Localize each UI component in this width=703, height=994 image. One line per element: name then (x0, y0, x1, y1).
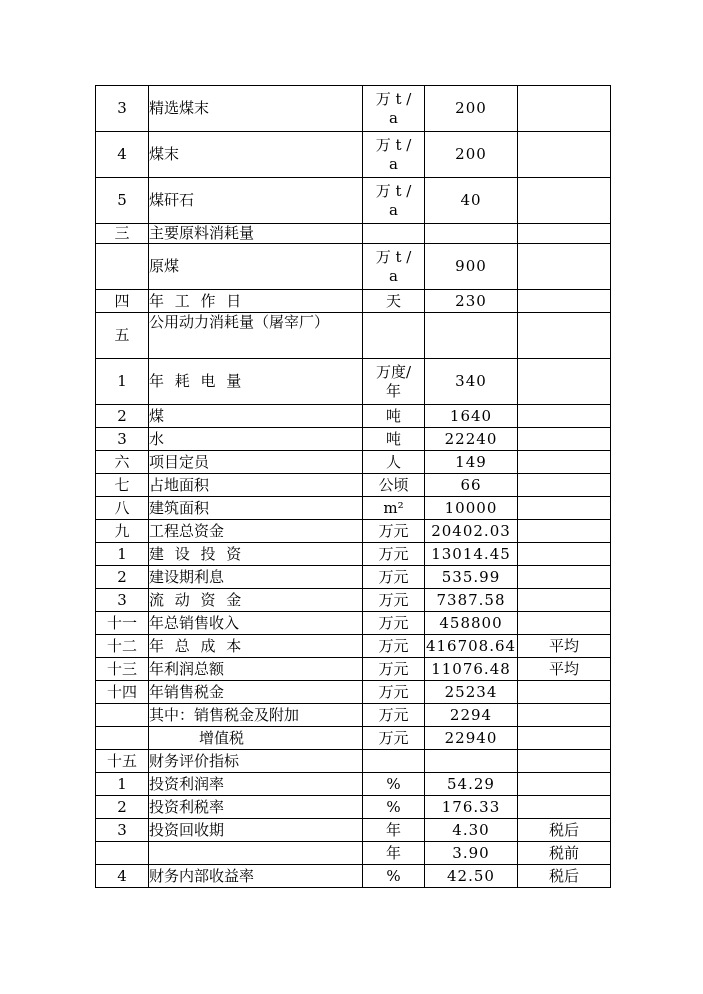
row-number-text: 2 (117, 797, 127, 816)
row-number-text: 1 (117, 372, 127, 390)
row-value-text: 458800 (439, 613, 503, 632)
row-unit (363, 727, 425, 750)
row-note (518, 290, 611, 313)
row-value (425, 704, 518, 727)
row-number-text: 七 (114, 475, 130, 494)
row-number-text: 3 (117, 590, 127, 609)
row-note (518, 865, 611, 888)
row-value-text: 176.33 (441, 797, 501, 816)
row-item-name (149, 658, 363, 681)
row-unit-text: 万元 (378, 544, 409, 563)
row-number-text: 1 (117, 774, 127, 793)
row-number (96, 589, 149, 612)
row-number-text: 九 (114, 521, 130, 540)
row-unit-text: 万度/ 年 (375, 362, 412, 400)
table-row (96, 132, 611, 178)
row-unit-text: % (386, 797, 401, 816)
row-note (518, 635, 611, 658)
row-number-text: 五 (114, 326, 130, 344)
row-item-name (149, 842, 363, 865)
row-item-name-text: 年总销售收入 (149, 613, 240, 632)
row-note (518, 750, 611, 773)
row-value (425, 497, 518, 520)
row-item-name-text: 年 耗 电 量 (149, 372, 245, 390)
row-item-name-text: 财务内部收益率 (149, 866, 255, 885)
row-number (96, 658, 149, 681)
row-item-name-text: 项目定员 (149, 452, 210, 471)
row-value-text: 25234 (444, 682, 498, 701)
row-value (425, 132, 518, 178)
row-item-name (149, 727, 363, 750)
row-value-text: 40 (460, 191, 482, 209)
row-note-text: 税前 (548, 843, 579, 862)
table-row (96, 405, 611, 428)
table-row (96, 819, 611, 842)
row-item-name (149, 612, 363, 635)
row-value (425, 635, 518, 658)
row-unit-text: 万 t / a (375, 247, 412, 285)
row-number (96, 405, 149, 428)
row-item-name (149, 704, 363, 727)
row-item-name (149, 132, 363, 178)
row-item-name-text: 流 动 资 金 (149, 590, 245, 609)
row-value-text: 149 (455, 452, 487, 471)
table-row (96, 658, 611, 681)
row-value (425, 224, 518, 244)
row-item-name-text: 增值税 (199, 728, 245, 747)
row-number (96, 86, 149, 132)
row-item-name (149, 543, 363, 566)
row-note (518, 244, 611, 290)
row-note (518, 178, 611, 224)
row-number (96, 224, 149, 244)
table-row (96, 474, 611, 497)
row-item-name-text: 投资回收期 (149, 820, 225, 839)
row-number-text: 八 (114, 498, 130, 517)
row-unit-text: 万元 (378, 636, 409, 655)
row-number (96, 750, 149, 773)
row-note (518, 224, 611, 244)
row-unit (363, 704, 425, 727)
row-unit-text: 万元 (378, 705, 409, 724)
row-value (425, 842, 518, 865)
row-item-name (149, 474, 363, 497)
row-value-text: 2294 (449, 705, 493, 724)
row-unit-text: % (386, 866, 401, 885)
row-item-name (149, 865, 363, 888)
row-number (96, 566, 149, 589)
table-row (96, 178, 611, 224)
indicator-table (95, 85, 611, 888)
row-value-text: 7387.58 (436, 590, 506, 609)
row-number (96, 704, 149, 727)
row-unit (363, 750, 425, 773)
row-unit (363, 658, 425, 681)
row-item-name-text: 原煤 (149, 257, 180, 275)
row-number-text: 3 (117, 99, 127, 117)
row-item-name (149, 819, 363, 842)
row-note (518, 658, 611, 681)
row-value (425, 244, 518, 290)
row-note (518, 313, 611, 359)
row-value-text: 22940 (444, 728, 498, 747)
row-value-text: 230 (455, 291, 487, 310)
row-item-name-text: 其中：销售税金及附加 (149, 705, 300, 724)
row-note (518, 474, 611, 497)
row-item-name-text: 公用动力消耗量（屠宰厂） (149, 313, 330, 331)
row-item-name (149, 313, 363, 359)
row-unit-text: 万元 (378, 521, 409, 540)
row-value (425, 658, 518, 681)
row-value (425, 566, 518, 589)
row-value (425, 773, 518, 796)
row-item-name-text: 煤矸石 (149, 191, 195, 209)
row-item-name (149, 405, 363, 428)
row-value (425, 520, 518, 543)
row-unit (363, 773, 425, 796)
row-value (425, 750, 518, 773)
table-row (96, 244, 611, 290)
row-item-name-text: 年利润总额 (149, 659, 225, 678)
row-item-name (149, 290, 363, 313)
row-number (96, 819, 149, 842)
row-unit (363, 543, 425, 566)
row-number-text: 十一 (106, 613, 137, 632)
row-unit-text: 年 (385, 820, 401, 839)
row-value (425, 451, 518, 474)
row-unit-text: 万 t / a (375, 89, 412, 127)
row-number (96, 520, 149, 543)
row-value-text: 200 (455, 145, 487, 163)
row-unit-text: 吨 (385, 406, 401, 425)
row-number (96, 290, 149, 313)
table-row (96, 428, 611, 451)
table-row (96, 750, 611, 773)
row-value-text: 22240 (444, 429, 498, 448)
row-item-name-text: 精选煤末 (149, 99, 210, 117)
row-number (96, 428, 149, 451)
row-item-name-text: 财务评价指标 (149, 751, 240, 770)
row-value (425, 290, 518, 313)
row-value-text: 900 (455, 257, 487, 275)
table-row (96, 842, 611, 865)
row-note (518, 727, 611, 750)
row-unit-text: m² (383, 498, 404, 517)
row-unit (363, 819, 425, 842)
row-value (425, 796, 518, 819)
row-value (425, 819, 518, 842)
row-value (425, 865, 518, 888)
row-value-text: 42.50 (447, 866, 495, 885)
row-number-text: 3 (117, 820, 127, 839)
row-note-text: 平均 (548, 636, 579, 655)
row-item-name (149, 750, 363, 773)
row-unit (363, 405, 425, 428)
row-item-name-text: 占地面积 (149, 475, 210, 494)
row-item-name-text: 建 设 投 资 (149, 544, 245, 563)
row-note (518, 842, 611, 865)
row-unit (363, 474, 425, 497)
row-item-name (149, 359, 363, 405)
row-value-text: 20402.03 (431, 521, 511, 540)
row-note (518, 796, 611, 819)
row-note (518, 497, 611, 520)
row-value (425, 178, 518, 224)
row-unit (363, 451, 425, 474)
row-unit-text: 人 (385, 452, 401, 471)
row-note-text: 税后 (548, 820, 579, 839)
table-row (96, 589, 611, 612)
row-note (518, 132, 611, 178)
row-number-text: 5 (117, 191, 127, 209)
row-number (96, 497, 149, 520)
row-number-text: 十四 (106, 682, 137, 701)
row-unit-text: 年 (385, 843, 401, 862)
row-item-name-text: 年 工 作 日 (149, 291, 245, 310)
row-item-name (149, 428, 363, 451)
row-unit-text: 万元 (378, 590, 409, 609)
row-number (96, 865, 149, 888)
row-value (425, 727, 518, 750)
row-unit (363, 290, 425, 313)
row-item-name-text: 年销售税金 (149, 682, 225, 701)
row-value-text: 1640 (449, 406, 493, 425)
row-value-text: 13014.45 (431, 544, 511, 563)
row-item-name (149, 86, 363, 132)
row-unit-text: 万元 (378, 728, 409, 747)
row-item-name (149, 566, 363, 589)
row-item-name (149, 773, 363, 796)
row-item-name-text: 投资利润率 (149, 774, 225, 793)
row-value (425, 474, 518, 497)
row-unit-text: 公顷 (378, 475, 409, 494)
row-unit (363, 313, 425, 359)
row-number (96, 178, 149, 224)
row-note (518, 566, 611, 589)
table-row (96, 796, 611, 819)
row-number-text: 四 (114, 291, 130, 310)
row-unit (363, 612, 425, 635)
row-unit (363, 796, 425, 819)
row-note (518, 773, 611, 796)
row-value-text: 3.90 (452, 843, 490, 862)
row-unit-text: 天 (385, 291, 401, 310)
row-value-text: 10000 (444, 498, 498, 517)
indicator-table-body (96, 86, 611, 888)
row-value (425, 612, 518, 635)
row-number-text: 六 (114, 452, 130, 471)
row-note (518, 589, 611, 612)
row-value (425, 589, 518, 612)
row-unit (363, 428, 425, 451)
row-number-text: 2 (117, 406, 127, 425)
row-number (96, 451, 149, 474)
table-row (96, 520, 611, 543)
row-unit (363, 635, 425, 658)
table-row (96, 451, 611, 474)
table-row (96, 313, 611, 359)
row-note (518, 428, 611, 451)
row-number-text: 4 (117, 866, 127, 885)
table-row (96, 727, 611, 750)
row-item-name (149, 635, 363, 658)
row-item-name (149, 244, 363, 290)
row-number-text: 3 (117, 429, 127, 448)
row-item-name-text: 建设期利息 (149, 567, 225, 586)
row-unit (363, 842, 425, 865)
row-number-text: 4 (117, 145, 127, 163)
row-number-text: 1 (117, 544, 127, 563)
row-value-text: 200 (455, 99, 487, 117)
row-note (518, 520, 611, 543)
table-row (96, 612, 611, 635)
row-number-text: 三 (114, 224, 130, 242)
row-unit-text: 吨 (385, 429, 401, 448)
row-item-name (149, 681, 363, 704)
row-value (425, 86, 518, 132)
row-item-name (149, 520, 363, 543)
row-number (96, 842, 149, 865)
row-value-text: 66 (460, 475, 482, 494)
row-number (96, 635, 149, 658)
row-note (518, 704, 611, 727)
row-note (518, 86, 611, 132)
row-item-name (149, 178, 363, 224)
table-row (96, 497, 611, 520)
row-unit (363, 589, 425, 612)
row-unit (363, 681, 425, 704)
row-number (96, 681, 149, 704)
table-row (96, 865, 611, 888)
row-value-text: 340 (455, 372, 487, 390)
row-number (96, 359, 149, 405)
row-note-text: 税后 (548, 866, 579, 885)
row-item-name-text: 建筑面积 (149, 498, 210, 517)
row-note (518, 359, 611, 405)
row-number (96, 773, 149, 796)
row-note (518, 405, 611, 428)
table-row (96, 543, 611, 566)
row-item-name-text: 主要原料消耗量 (149, 224, 255, 242)
row-value (425, 543, 518, 566)
row-number (96, 727, 149, 750)
row-item-name (149, 497, 363, 520)
row-unit (363, 865, 425, 888)
row-note (518, 681, 611, 704)
row-item-name-text: 工程总资金 (149, 521, 225, 540)
row-number-text: 十五 (106, 751, 137, 770)
row-value-text: 416708.64 (425, 636, 517, 655)
row-value-text: 4.30 (452, 820, 490, 839)
row-unit-text: % (386, 774, 401, 793)
row-unit (363, 520, 425, 543)
table-row (96, 635, 611, 658)
row-item-name (149, 451, 363, 474)
row-unit-text: 万元 (378, 682, 409, 701)
row-item-name-text: 年 总 成 本 (149, 636, 245, 655)
table-row (96, 359, 611, 405)
row-unit (363, 497, 425, 520)
table-row (96, 224, 611, 244)
row-note-text: 平均 (548, 659, 579, 678)
row-value (425, 681, 518, 704)
row-unit (363, 224, 425, 244)
row-item-name-text: 煤末 (149, 145, 180, 163)
row-unit (363, 86, 425, 132)
row-unit-text: 万元 (378, 613, 409, 632)
table-row (96, 773, 611, 796)
row-item-name-text: 水 (149, 429, 165, 448)
table-row (96, 704, 611, 727)
row-unit (363, 359, 425, 405)
row-number (96, 244, 149, 290)
table-row (96, 290, 611, 313)
row-value (425, 359, 518, 405)
row-number (96, 313, 149, 359)
row-number-text: 十二 (106, 636, 137, 655)
row-unit (363, 244, 425, 290)
row-number-text: 2 (117, 567, 127, 586)
table-row (96, 86, 611, 132)
row-unit (363, 178, 425, 224)
row-item-name (149, 589, 363, 612)
row-unit-text: 万 t / a (375, 181, 412, 219)
row-value (425, 405, 518, 428)
row-unit-text: 万元 (378, 659, 409, 678)
row-number (96, 474, 149, 497)
row-unit (363, 132, 425, 178)
table-row (96, 566, 611, 589)
row-unit (363, 566, 425, 589)
row-value-text: 54.29 (447, 774, 495, 793)
row-number (96, 796, 149, 819)
row-number (96, 132, 149, 178)
row-value (425, 428, 518, 451)
row-number (96, 612, 149, 635)
row-item-name-text: 煤 (149, 406, 165, 425)
row-note (518, 612, 611, 635)
row-number-text: 十三 (106, 659, 137, 678)
row-value-text: 11076.48 (431, 659, 511, 678)
row-note (518, 543, 611, 566)
row-value-text: 535.99 (441, 567, 501, 586)
row-item-name (149, 224, 363, 244)
row-number (96, 543, 149, 566)
row-value (425, 313, 518, 359)
row-unit-text: 万 t / a (375, 135, 412, 173)
row-note (518, 819, 611, 842)
row-unit-text: 万元 (378, 567, 409, 586)
row-item-name (149, 796, 363, 819)
row-note (518, 451, 611, 474)
row-item-name-text: 投资利税率 (149, 797, 225, 816)
table-row (96, 681, 611, 704)
